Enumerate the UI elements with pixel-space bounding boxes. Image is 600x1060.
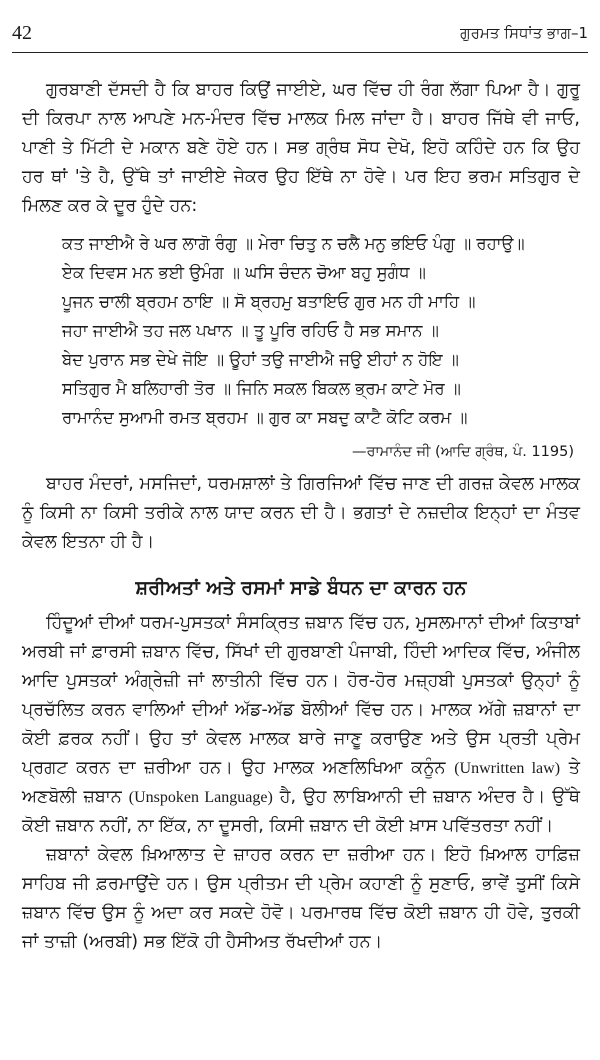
verse-line: ਕਤ ਜਾਈਐ ਰੇ ਘਰ ਲਾਗੋ ਰੰਗੁ ॥ ਮੇਰਾ ਚਿਤੁ ਨ ਚਲੈ ਮਨੁ ਭਇਓ ਪੰਗੁ ॥ ਰਹਾਉ॥ [62,234,525,253]
verse-line: ਏਕ ਦਿਵਸ ਮਨ ਭਈ ਉਮੰਗ ॥ ਘਸਿ ਚੰਦਨ ਚੋਆ ਬਹੁ ਸੁਗੰਧ ॥ [62,263,426,282]
page-number: 42 [12,22,32,44]
verse-citation: —ਰਾਮਾਨੰਦ ਜੀ (ਆਦਿ ਗ੍ਰੰਥ, ਪੰ. 1195) [352,444,574,460]
page-content [22,76,580,957]
paragraph-hafiz: ਜ਼ਬਾਨਾਂ ਕੇਵਲ ਖ਼ਿਆਲਾਤ ਦੇ ਜ਼ਾਹਰ ਕਰਨ ਦਾ ਜ਼ਰੀਆ ਹਨ। ਇਹੋ ਖ਼ਿਆਲ ਹਾਫ਼ਿਜ਼ ਸਾਹਿਬ ਜੀ ਫ਼ਰਮਾਉਂਦੇ ਹਨ। ਉਸ ਪ੍ਰੀਤਮ ਦੀ ਪ੍ਰੇਮ ਕਹਾਣੀ ਨੂੰ ਸੁਣਾਓ, ਭਾਵੇਂ ਤੁਸੀਂ ਕਿਸੇ ਜ਼ਬਾਨ ਵਿੱਚ ਉਸ ਨੂੰ ਅਦਾ ਕਰ ਸਕਦੇ ਹੋਵੋ। ਪਰਮਾਰਥ ਵਿੱਚ ਕੋਈ ਜ਼ਬਾਨ ਹੀ ਹੋਵੇ, ਤੁਰਕੀ ਜਾਂ ਤਾਜ਼ੀ (ਅਰਬੀ) ਸਭ ਇੱਕੋ ਹੀ ਹੈਸੀਅਤ ਰੱਖਦੀਆਂ ਹਨ। [22,845,580,952]
paragraph-text: ਹੈ, ਉਹ ਲਾਬਿਆਨੀ ਦੀ ਜ਼ਬਾਨ ਅੰਦਰ ਹੈ। ਉੱਥੇ ਕੋਈ ਜ਼ਬਾਨ ਨਹੀਂ, ਨਾ ਇੱਕ, ਨਾ ਦੂਸਰੀ, ਕਿਸੀ ਜ਼ਬਾਨ ਦੀ ਕੋਈ ਖ਼ਾਸ ਪਵਿੱਤਰਤਾ ਨਹੀਂ। [22,787,580,836]
english-term: (Unspoken Language) [128,789,273,806]
verse-line: ਸਤਿਗੁਰ ਮੈ ਬਲਿਹਾਰੀ ਤੋਰ ॥ ਜਿਨਿ ਸਕਲ ਬਿਕਲ ਭ੍ਰਮ ਕਾਟੇ ਮੋਰ ॥ [62,379,461,398]
section-heading: ਸ਼ਰੀਅਤਾਂ ਅਤੇ ਰਸਮਾਂ ਸਾਡੇ ਬੰਧਨ ਦਾ ਕਾਰਨ ਹਨ [135,577,467,599]
verse-line: ਬੇਦ ਪੁਰਾਨ ਸਭ ਦੇਖੇ ਜੋਇ ॥ ਊਹਾਂ ਤਉ ਜਾਈਐ ਜਉ ਈਹਾਂ ਨ ਹੋਇ ॥ [62,350,459,369]
running-title: ਗੁਰਮਤ ਸਿਧਾਂਤ ਭਾਗ–1 [460,24,588,42]
verse-line: ਪੂਜਨ ਚਾਲੀ ਬ੍ਰਹਮ ਠਾਇ ॥ ਸੋ ਬ੍ਰਹਮੁ ਬਤਾਇਓ ਗੁਰ ਮਨ ਹੀ ਮਾਹਿ ॥ [62,292,476,311]
paragraph-intro: ਗੁਰਬਾਣੀ ਦੱਸਦੀ ਹੈ ਕਿ ਬਾਹਰ ਕਿਉਂ ਜਾਈਏ, ਘਰ ਵਿੱਚ ਹੀ ਰੰਗ ਲੱਗਾ ਪਿਆ ਹੈ। ਗੁਰੂ ਦੀ ਕਿਰਪਾ ਨਾਲ ਆਪਣੇ ਮਨ-ਮੰਦਰ ਵਿੱਚ ਮਾਲਕ ਮਿਲ ਜਾਂਦਾ ਹੈ। ਬਾਹਰ ਜਿੱਥੇ ਵੀ ਜਾਓ, ਪਾਣੀ ਤੇ ਮਿੱਟੀ ਦੇ ਮਕਾਨ ਬਣੇ ਹੋਏ ਹਨ। ਸਭ ਗ੍ਰੰਥ ਸੋਧ ਦੇਖੋ, ਇਹੋ ਕਹਿੰਦੇ ਹਨ ਕਿ ਉਹ ਹਰ ਥਾਂ 'ਤੇ ਹੈ, ਉੱਥੇ ਤਾਂ ਜਾਈਏ ਜੇਕਰ ਉਹ ਇੱਥੇ ਨਾ ਹੋਵੇ। ਪਰ ਇਹ ਭਰਮ ਸਤਿਗੁਰ ਦੇ ਮਿਲਣ ਕਰ ਕੇ ਦੂਰ ਹੁੰਦੇ ਹਨ: [22,80,580,216]
verse-line: ਜਹਾ ਜਾਈਐ ਤਹ ਜਲ ਪਖਾਨ ॥ ਤੂ ਪੂਰਿ ਰਹਿਓ ਹੈ ਸਭ ਸਮਾਨ ॥ [62,321,439,340]
paragraph-text: ਹਿੰਦੂਆਂ ਦੀਆਂ ਧਰਮ-ਪੁਸਤਕਾਂ ਸੰਸਕ੍ਰਿਤ ਜ਼ਬਾਨ ਵਿੱਚ ਹਨ, ਮੁਸਲਮਾਨਾਂ ਦੀਆਂ ਕਿਤਾਬਾਂ ਅਰਬੀ ਜਾਂ ਫ਼ਾਰਸੀ ਜ਼ਬਾਨ ਵਿੱਚ, ਸਿੱਖਾਂ ਦੀ ਗੁਰਬਾਣੀ ਪੰਜਾਬੀ, ਹਿੰਦੀ ਆਦਿਕ ਵਿੱਚ, ਅੰਜੀਲ ਆਦਿ ਪੁਸਤਕਾਂ ਅੰਗ੍ਰੇਜ਼ੀ ਜਾਂ ਲਾਤੀਨੀ ਵਿੱਚ ਹਨ। ਹੋਰ-ਹੋਰ ਮਜ਼੍ਹਬੀ ਪੁਸਤਕਾਂ ਉਨ੍ਹਾਂ ਨੂੰ ਪ੍ਰਚੱਲਿਤ ਕਰਨ ਵਾਲਿਆਂ ਦੀਆਂ ਅੱਡ-ਅੱਡ ਬੋਲੀਆਂ ਵਿੱਚ ਹਨ। ਮਾਲਕ ਅੱਗੇ ਜ਼ਬਾਨਾਂ ਦਾ ਕੋਈ ਫ਼ਰਕ ਨਹੀਂ। ਉਹ ਤਾਂ ਕੇਵਲ ਮਾਲਕ ਬਾਰੇ ਜਾਣੂ ਕਰਾਉਣ ਅਤੇ ਉਸ ਪ੍ਰਤੀ ਪ੍ਰੇਮ ਪ੍ਰਗਟ ਕਰਨ ਦਾ ਜ਼ਰੀਆ ਹਨ। ਉਹ ਮਾਲਕ ਅਣਲਿਖਿਆ ਕਨੂੰਨ [22,613,580,778]
verse-line: ਰਾਮਾਨੰਦ ਸੁਆਮੀ ਰਮਤ ਬ੍ਰਹਮ ॥ ਗੁਰ ਕਾ ਸਬਦੁ ਕਾਟੈ ਕੋਟਿ ਕਰਮ ॥ [62,408,468,427]
header-divider [12,52,588,53]
paragraph-temples: ਬਾਹਰ ਮੰਦਰਾਂ, ਮਸਜਿਦਾਂ, ਧਰਮਸ਼ਾਲਾਂ ਤੇ ਗਿਰਜਿਆਂ ਵਿੱਚ ਜਾਣ ਦੀ ਗਰਜ਼ ਕੇਵਲ ਮਾਲਕ ਨੂੰ ਕਿਸੀ ਨਾ ਕਿਸੀ ਤਰੀਕੇ ਨਾਲ ਯਾਦ ਕਰਨ ਦੀ ਹੈ। ਭਗਤਾਂ ਦੇ ਨਜ਼ਦੀਕ ਇਨ੍ਹਾਂ ਦਾ ਮੰਤਵ ਕੇਵਲ ਇਤਨਾ ਹੀ ਹੈ। [22,474,580,552]
verse-block [62,229,580,432]
paragraph-text: ਤੇ ਅਣਬੋਲੀ ਜ਼ਬਾਨ [22,758,580,807]
english-term: (Unwritten law) [454,760,561,777]
page-header [12,22,588,48]
paragraph-languages [22,609,580,841]
